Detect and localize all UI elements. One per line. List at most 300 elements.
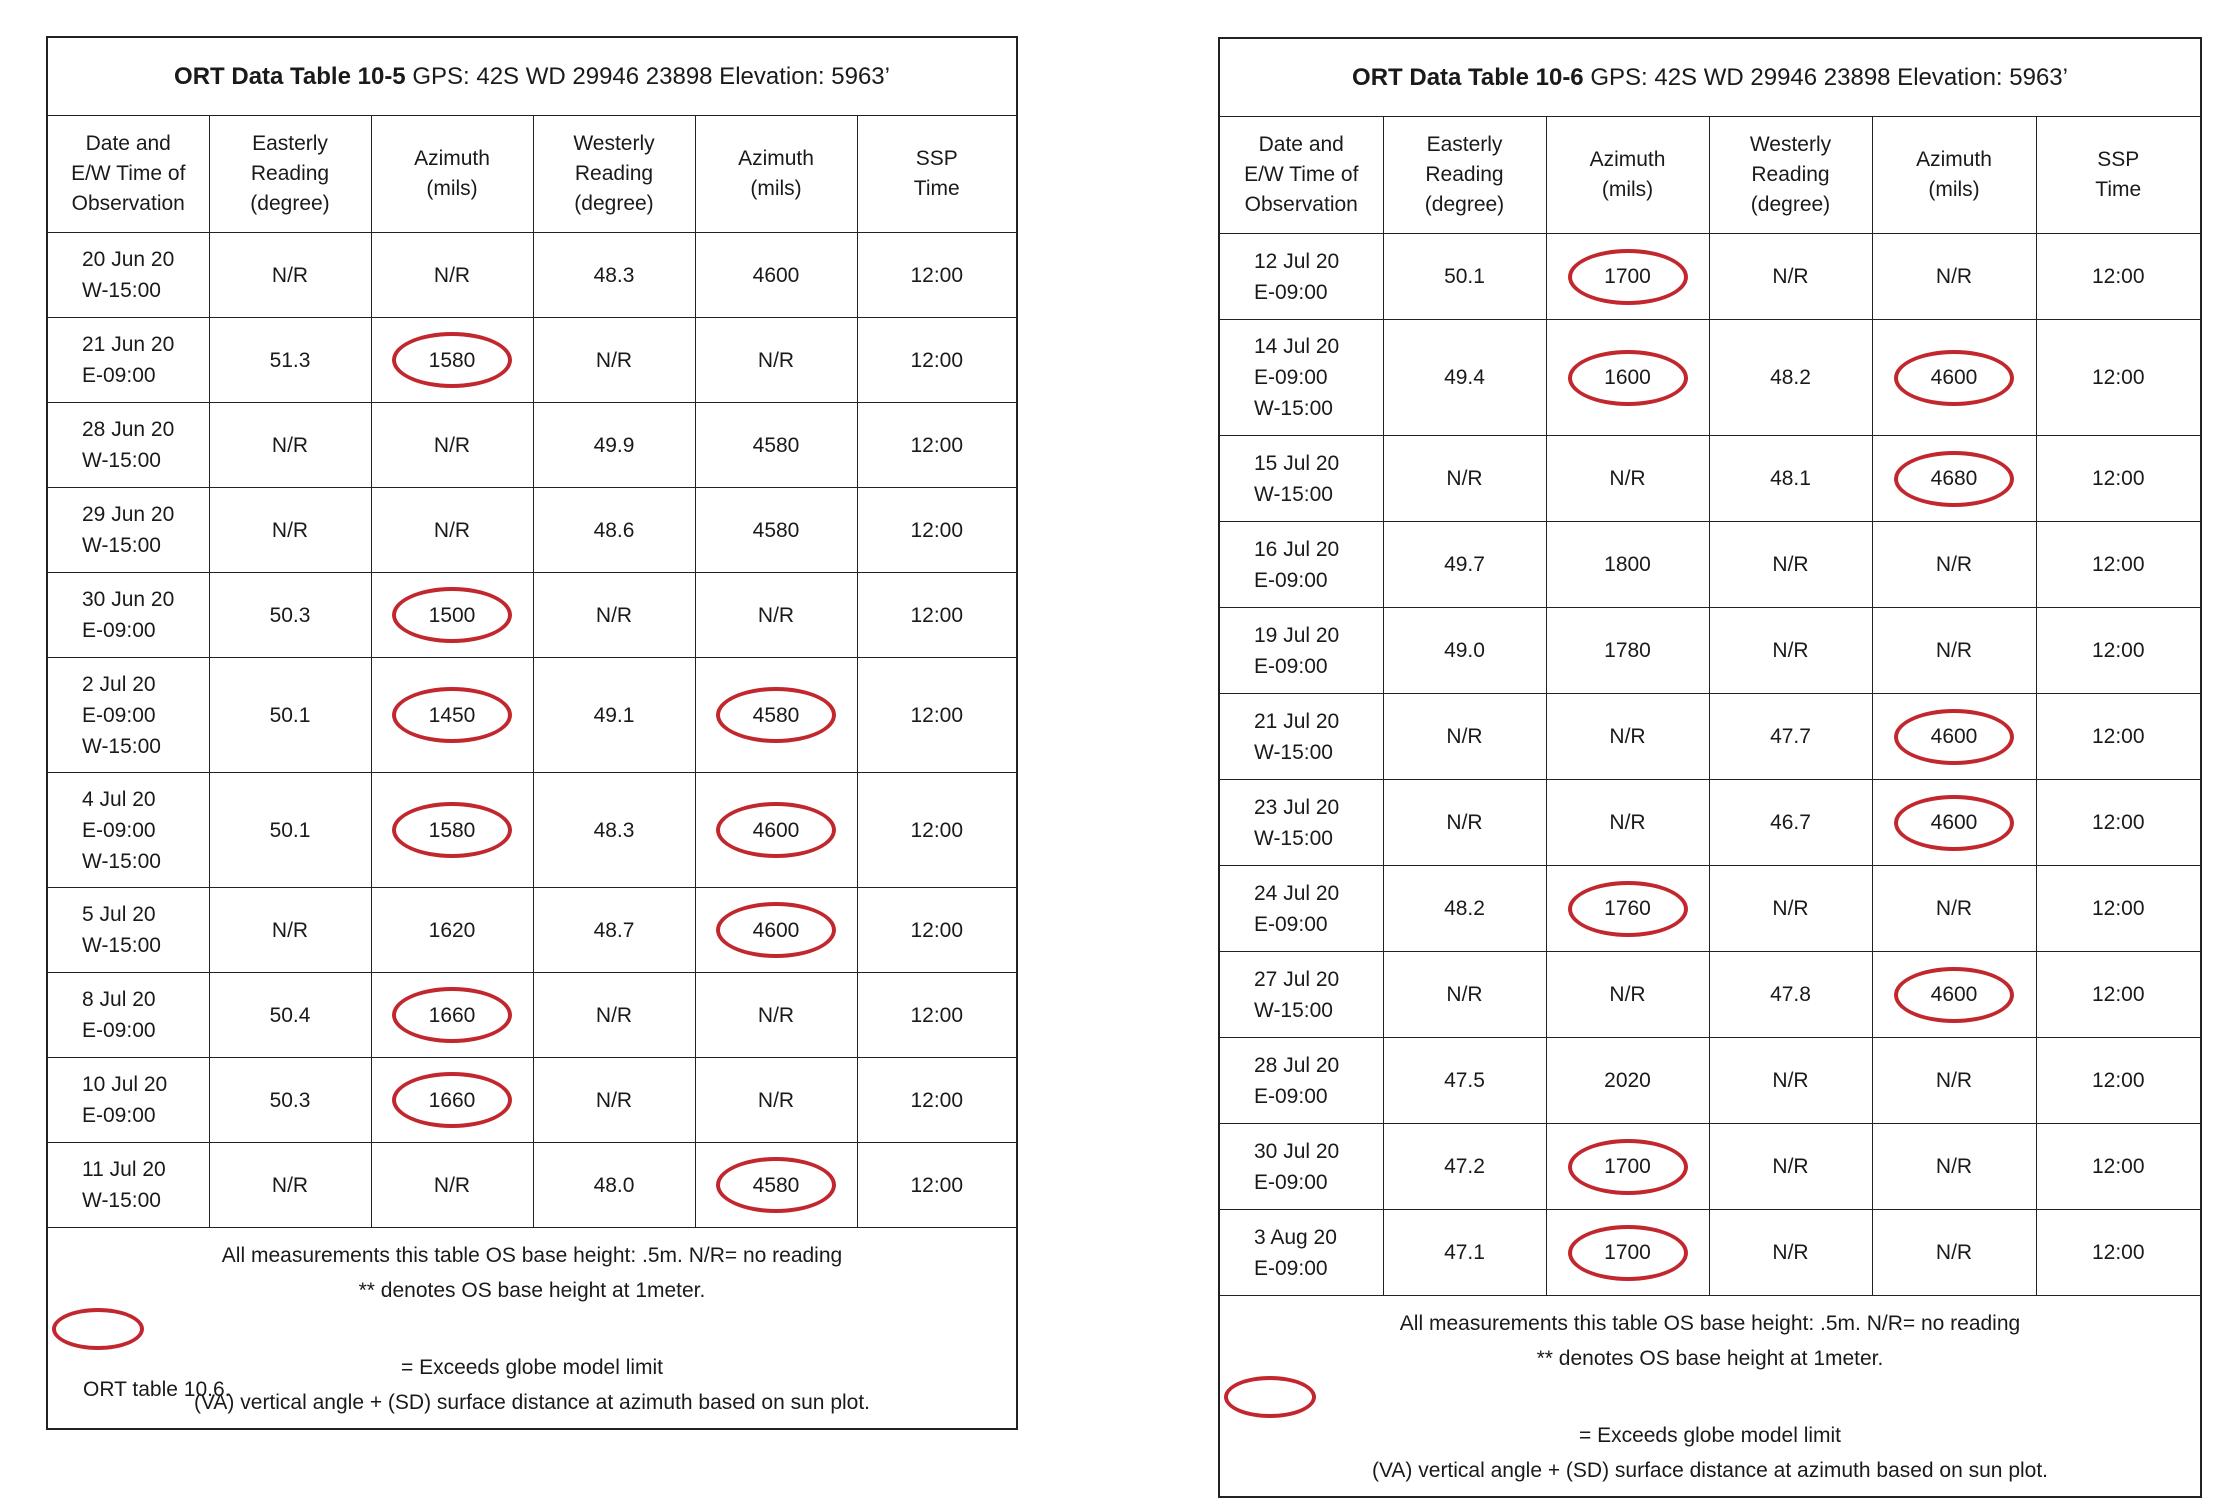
cell-azimuth-west [1872, 1210, 2036, 1296]
cell-easterly-reading [209, 573, 371, 658]
cell-westerly-reading-value: N/R [1772, 639, 1809, 662]
cell-easterly-reading-value: N/R [1446, 983, 1483, 1006]
table-row [1219, 866, 2201, 952]
cell-azimuth-west-value: 4580 [752, 433, 800, 457]
cell-easterly-reading [209, 403, 371, 488]
cell-westerly-reading [533, 888, 695, 973]
cell-westerly-reading [1709, 866, 1872, 952]
cell-westerly-reading-value: N/R [1772, 897, 1809, 920]
cell-azimuth-west [695, 318, 857, 403]
date-line: 15 Jul 20 [1254, 451, 1340, 475]
exceeds-limit-circled-value: 4580 [753, 700, 800, 731]
table-row [47, 1058, 1017, 1143]
cell-westerly-reading-value: N/R [595, 603, 633, 627]
date-line: 3 Aug 20 [1254, 1225, 1337, 1249]
red-oval-legend-icon [52, 1308, 144, 1350]
cell-azimuth-east [371, 573, 533, 658]
date-line: W-15:00 [82, 934, 161, 957]
cell-date-time [1219, 522, 1383, 608]
cell-ssp-time [857, 1143, 1017, 1228]
date-line: E-09:00 [82, 818, 156, 842]
cell-azimuth-west-value: N/R [757, 1088, 795, 1112]
cell-azimuth-west [695, 573, 857, 658]
cell-ssp-time [2036, 1210, 2201, 1296]
cell-ssp-time-value: 12:00 [910, 703, 964, 727]
cell-date-time [1219, 866, 1383, 952]
cell-easterly-reading-value: 47.5 [1444, 1069, 1485, 1092]
table-row [47, 318, 1017, 403]
cell-westerly-reading [533, 318, 695, 403]
cell-azimuth-east-value: N/R [433, 1173, 471, 1197]
date-line: 21 Jun 20 [82, 333, 175, 356]
exceeds-limit-circled-value: 1700 [1604, 1151, 1651, 1182]
cell-date-time [47, 888, 209, 973]
cell-azimuth-west-value: N/R [757, 603, 795, 627]
cell-ssp-time-value: 12:00 [2091, 1241, 2145, 1264]
cell-easterly-reading-value: N/R [271, 263, 309, 287]
cell-westerly-reading-value: 48.2 [1770, 366, 1811, 389]
cell-easterly-reading [209, 658, 371, 773]
cell-westerly-reading [533, 1143, 695, 1228]
cell-ssp-time [2036, 1038, 2201, 1124]
cell-azimuth-west [695, 488, 857, 573]
cell-easterly-reading [1383, 780, 1546, 866]
cell-easterly-reading-value: 50.1 [269, 818, 311, 842]
date-line: E-09:00 [1254, 1170, 1328, 1194]
cell-azimuth-east-value: N/R [433, 433, 471, 457]
footer-line-3: (VA) vertical angle + (SD) surface distance at azimuth based on sun plot. [1371, 1459, 2049, 1482]
cell-easterly-reading [1383, 1124, 1546, 1210]
date-line: 30 Jul 20 [1254, 1139, 1340, 1163]
cell-westerly-reading [533, 233, 695, 318]
cell-westerly-reading [533, 773, 695, 888]
cell-easterly-reading-value: N/R [271, 518, 309, 542]
footer-line-2: ** denotes OS base height at 1meter. = Exceeds globe model limit [1220, 1341, 2200, 1453]
cell-easterly-reading [209, 973, 371, 1058]
date-line: W-15:00 [82, 1189, 161, 1212]
cell-date-time [47, 973, 209, 1058]
cell-easterly-reading-value: 50.4 [269, 1003, 311, 1027]
cell-ssp-time [2036, 780, 2201, 866]
cell-azimuth-east-value: 1620 [428, 918, 476, 942]
cell-ssp-time-value: 12:00 [2091, 1069, 2145, 1092]
cell-westerly-reading [1709, 320, 1872, 436]
exceeds-limit-circled-value: 4580 [753, 1170, 800, 1201]
figure-caption: ORT table 10.6. [83, 1378, 231, 1401]
cell-westerly-reading [1709, 608, 1872, 694]
exceeds-limit-circled-value: 4600 [1931, 362, 1978, 393]
exceeds-limit-circled-value: 4600 [1931, 979, 1978, 1010]
cell-ssp-time-value: 12:00 [910, 603, 964, 627]
cell-easterly-reading-value: 50.1 [269, 703, 311, 727]
cell-azimuth-west [695, 973, 857, 1058]
header-row [47, 116, 1017, 233]
cell-ssp-time-value: 12:00 [2091, 1155, 2145, 1178]
cell-westerly-reading [1709, 1124, 1872, 1210]
ort-data-table-10-6 [1218, 37, 2202, 1498]
cell-ssp-time-value: 12:00 [910, 433, 964, 457]
cell-ssp-time [2036, 608, 2201, 694]
cell-azimuth-west-value: N/R [757, 1003, 795, 1027]
cell-date-time [47, 318, 209, 403]
table-row [1219, 694, 2201, 780]
date-line: W-15:00 [82, 534, 161, 557]
cell-ssp-time-value: 12:00 [910, 1003, 964, 1027]
cell-azimuth-east [1546, 1038, 1709, 1124]
cell-easterly-reading-value: N/R [1446, 725, 1483, 748]
exceeds-limit-circled-value: 4600 [753, 915, 800, 946]
cell-azimuth-east [371, 888, 533, 973]
cell-ssp-time [857, 573, 1017, 658]
date-line: 14 Jul 20 [1254, 335, 1340, 358]
date-line: 16 Jul 20 [1254, 537, 1340, 561]
cell-azimuth-west [1872, 1038, 2036, 1124]
date-line: 30 Jun 20 [82, 588, 175, 611]
cell-easterly-reading-value: N/R [1446, 811, 1483, 834]
date-line: 21 Jul 20 [1254, 709, 1340, 733]
cell-westerly-reading-value: 48.0 [593, 1173, 635, 1197]
cell-azimuth-east [1546, 436, 1709, 522]
cell-westerly-reading [533, 573, 695, 658]
cell-azimuth-west [1872, 608, 2036, 694]
cell-azimuth-west-value: N/R [1935, 265, 1973, 288]
cell-date-time [1219, 436, 1383, 522]
exceeds-limit-circled-value: 1450 [429, 700, 476, 731]
cell-ssp-time [857, 888, 1017, 973]
cell-easterly-reading [209, 773, 371, 888]
table-footer-notes [1219, 1296, 2201, 1498]
cell-azimuth-west [1872, 234, 2036, 320]
cell-ssp-time-value: 12:00 [2091, 983, 2145, 1006]
cell-westerly-reading-value: 48.3 [593, 263, 635, 287]
cell-ssp-time-value: 12:00 [2091, 467, 2145, 490]
table-row [1219, 1124, 2201, 1210]
exceeds-limit-circled-value: 1500 [429, 600, 476, 631]
cell-azimuth-east [1546, 952, 1709, 1038]
cell-azimuth-west-value: N/R [757, 348, 795, 372]
cell-westerly-reading [533, 658, 695, 773]
cell-easterly-reading-value: 48.2 [1444, 897, 1485, 920]
cell-easterly-reading [209, 1058, 371, 1143]
date-line: W-15:00 [1254, 826, 1333, 850]
date-line: E-09:00 [1254, 280, 1328, 304]
header-westerly-reading: Westerly Reading (degree) [533, 116, 695, 233]
cell-ssp-time-value: 12:00 [2091, 897, 2145, 920]
table-row [1219, 436, 2201, 522]
table-row [1219, 780, 2201, 866]
cell-ssp-time [857, 403, 1017, 488]
cell-date-time [47, 658, 209, 773]
table-row [1219, 522, 2201, 608]
cell-easterly-reading-value: 50.1 [1444, 265, 1485, 288]
cell-easterly-reading-value: 47.1 [1444, 1241, 1485, 1264]
cell-easterly-reading-value: 50.3 [269, 1088, 311, 1112]
date-line: E-09:00 [82, 703, 156, 727]
date-line: E-09:00 [1254, 366, 1328, 389]
cell-azimuth-west [1872, 320, 2036, 436]
header-date-time: Date and E/W Time of Observation [1219, 117, 1383, 234]
cell-westerly-reading-value: N/R [1772, 265, 1809, 288]
date-line: 12 Jul 20 [1254, 249, 1340, 273]
cell-azimuth-west [695, 773, 857, 888]
cell-azimuth-west-value: N/R [1935, 1069, 1973, 1092]
date-line: 11 Jul 20 [82, 1158, 166, 1181]
cell-easterly-reading [1383, 234, 1546, 320]
cell-westerly-reading-value: 48.1 [1770, 467, 1811, 490]
cell-azimuth-east [1546, 866, 1709, 952]
cell-ssp-time-value: 12:00 [910, 1088, 964, 1112]
cell-azimuth-west [695, 233, 857, 318]
header-azimuth-west: Azimuth (mils) [695, 116, 857, 233]
header-azimuth-east: Azimuth (mils) [371, 116, 533, 233]
date-line: W-15:00 [1254, 482, 1333, 506]
cell-ssp-time-value: 12:00 [2091, 553, 2145, 576]
date-line: 19 Jul 20 [1254, 623, 1340, 647]
table-row [47, 573, 1017, 658]
cell-azimuth-east [371, 1143, 533, 1228]
cell-azimuth-east [371, 1058, 533, 1143]
cell-date-time [1219, 1038, 1383, 1124]
cell-azimuth-east [371, 318, 533, 403]
date-line: 24 Jul 20 [1254, 881, 1340, 905]
cell-azimuth-west [1872, 436, 2036, 522]
cell-ssp-time [857, 1058, 1017, 1143]
cell-easterly-reading [1383, 320, 1546, 436]
cell-azimuth-east [371, 233, 533, 318]
date-line: 23 Jul 20 [1254, 795, 1340, 819]
cell-azimuth-east-value: N/R [1609, 725, 1646, 748]
date-line: W-15:00 [82, 279, 161, 302]
cell-easterly-reading-value: 49.0 [1444, 639, 1485, 662]
cell-azimuth-west [695, 403, 857, 488]
exceeds-limit-circled-value: 1760 [1604, 893, 1651, 924]
cell-westerly-reading-value: N/R [1772, 553, 1809, 576]
cell-azimuth-east [1546, 694, 1709, 780]
cell-date-time [1219, 608, 1383, 694]
cell-azimuth-east [1546, 780, 1709, 866]
cell-ssp-time [857, 973, 1017, 1058]
cell-azimuth-east [1546, 234, 1709, 320]
table-row [47, 773, 1017, 888]
cell-ssp-time-value: 12:00 [2091, 639, 2145, 662]
date-line: E-09:00 [1254, 654, 1328, 678]
cell-azimuth-east-value: 1800 [1604, 553, 1651, 576]
cell-azimuth-west-value: N/R [1935, 553, 1973, 576]
cell-ssp-time [2036, 952, 2201, 1038]
cell-westerly-reading [1709, 780, 1872, 866]
table-title-gps: GPS: 42S WD 29946 23898 Elevation: 5963’ [405, 63, 890, 90]
header-azimuth-west: Azimuth (mils) [1872, 117, 2036, 234]
cell-easterly-reading [209, 888, 371, 973]
cell-easterly-reading-value: N/R [1446, 467, 1483, 490]
cell-date-time [47, 573, 209, 658]
cell-azimuth-east [371, 658, 533, 773]
cell-ssp-time [2036, 234, 2201, 320]
table-title [1219, 38, 2201, 117]
cell-ssp-time [857, 773, 1017, 888]
cell-easterly-reading-value: 49.7 [1444, 553, 1485, 576]
exceeds-limit-circled-value: 1600 [1604, 362, 1651, 393]
cell-ssp-time-value: 12:00 [910, 348, 964, 372]
date-line: 29 Jun 20 [82, 503, 175, 526]
table-title-bold: ORT Data Table 10-6 [1352, 64, 1584, 91]
table-row [47, 1143, 1017, 1228]
cell-westerly-reading [1709, 234, 1872, 320]
cell-easterly-reading [209, 233, 371, 318]
footer-line-1: All measurements this table OS base height: .5m. N/R= no reading [1399, 1312, 2021, 1335]
date-line: W-15:00 [1254, 397, 1333, 420]
cell-westerly-reading [1709, 694, 1872, 780]
header-ssp-time: SSP Time [857, 116, 1017, 233]
header-ssp-time: SSP Time [2036, 117, 2201, 234]
cell-azimuth-east [1546, 522, 1709, 608]
header-easterly-reading: Easterly Reading (degree) [209, 116, 371, 233]
cell-easterly-reading [1383, 866, 1546, 952]
cell-ssp-time [857, 658, 1017, 773]
header-date-time: Date and E/W Time of Observation [47, 116, 209, 233]
cell-easterly-reading-value: N/R [271, 1173, 309, 1197]
cell-azimuth-west [1872, 1124, 2036, 1210]
cell-ssp-time [2036, 522, 2201, 608]
cell-azimuth-east [1546, 608, 1709, 694]
cell-ssp-time-value: 12:00 [910, 918, 964, 942]
cell-azimuth-east-value: N/R [1609, 811, 1646, 834]
cell-westerly-reading [1709, 1210, 1872, 1296]
date-line: E-09:00 [82, 1104, 156, 1127]
cell-easterly-reading [1383, 1038, 1546, 1124]
exceeds-limit-circled-value: 1700 [1604, 261, 1651, 292]
cell-easterly-reading [1383, 436, 1546, 522]
cell-date-time [47, 233, 209, 318]
cell-easterly-reading [1383, 694, 1546, 780]
cell-ssp-time [857, 318, 1017, 403]
cell-azimuth-east [1546, 1210, 1709, 1296]
exceeds-limit-circled-value: 1580 [429, 815, 476, 846]
cell-azimuth-east [371, 488, 533, 573]
cell-ssp-time [857, 488, 1017, 573]
cell-easterly-reading [209, 318, 371, 403]
date-line: W-15:00 [1254, 998, 1333, 1022]
date-line: E-09:00 [1254, 912, 1328, 936]
cell-azimuth-west-value: N/R [1935, 1241, 1973, 1264]
cell-westerly-reading [1709, 522, 1872, 608]
table-row [47, 888, 1017, 973]
cell-ssp-time-value: 12:00 [910, 1173, 964, 1197]
cell-ssp-time [2036, 866, 2201, 952]
date-line: E-09:00 [82, 619, 156, 642]
cell-easterly-reading-value: 50.3 [269, 603, 311, 627]
cell-date-time [47, 1058, 209, 1143]
date-line: E-09:00 [1254, 1084, 1328, 1108]
cell-azimuth-east-value: N/R [433, 518, 471, 542]
cell-azimuth-west [695, 888, 857, 973]
date-line: W-15:00 [1254, 740, 1333, 764]
cell-ssp-time [2036, 1124, 2201, 1210]
table-row [47, 233, 1017, 318]
header-westerly-reading: Westerly Reading (degree) [1709, 117, 1872, 234]
cell-westerly-reading-value: N/R [595, 1088, 633, 1112]
cell-date-time [1219, 952, 1383, 1038]
cell-azimuth-east-value: 2020 [1604, 1069, 1651, 1092]
cell-westerly-reading-value: 49.9 [593, 433, 635, 457]
exceeds-limit-circled-value: 1700 [1604, 1237, 1651, 1268]
table-row [1219, 1210, 2201, 1296]
table-row [1219, 320, 2201, 436]
date-line: 20 Jun 20 [82, 248, 175, 271]
cell-ssp-time [2036, 436, 2201, 522]
date-line: W-15:00 [82, 449, 161, 472]
cell-easterly-reading-value: N/R [271, 918, 309, 942]
cell-azimuth-west-value: N/R [1935, 1155, 1973, 1178]
cell-westerly-reading-value: 48.7 [593, 918, 635, 942]
header-easterly-reading: Easterly Reading (degree) [1383, 117, 1546, 234]
cell-date-time [1219, 780, 1383, 866]
cell-ssp-time [2036, 694, 2201, 780]
footer-line-1: All measurements this table OS base height: .5m. N/R= no reading [221, 1244, 843, 1267]
cell-date-time [1219, 1210, 1383, 1296]
table-row [1219, 1038, 2201, 1124]
cell-ssp-time [2036, 320, 2201, 436]
table-row [47, 658, 1017, 773]
cell-azimuth-west [695, 1058, 857, 1143]
footer-line-3: (VA) vertical angle + (SD) surface distance at azimuth based on sun plot. [193, 1391, 871, 1414]
table-title [47, 37, 1017, 116]
cell-westerly-reading [533, 403, 695, 488]
date-line: 5 Jul 20 [82, 903, 156, 926]
cell-date-time [47, 773, 209, 888]
cell-westerly-reading [533, 488, 695, 573]
cell-date-time [1219, 1124, 1383, 1210]
cell-westerly-reading [533, 973, 695, 1058]
cell-azimuth-east-value: N/R [433, 263, 471, 287]
cell-azimuth-west [1872, 694, 2036, 780]
cell-easterly-reading-value: N/R [271, 433, 309, 457]
table-row [47, 488, 1017, 573]
cell-ssp-time-value: 12:00 [2091, 725, 2145, 748]
exceeds-limit-circled-value: 4600 [753, 815, 800, 846]
cell-westerly-reading-value: N/R [1772, 1241, 1809, 1264]
cell-easterly-reading [1383, 608, 1546, 694]
date-line: 8 Jul 20 [82, 988, 156, 1011]
exceeds-limit-circled-value: 1580 [429, 345, 476, 376]
cell-azimuth-west-value: N/R [1935, 897, 1973, 920]
cell-azimuth-east-value: 1780 [1604, 639, 1651, 662]
table-row [1219, 608, 2201, 694]
cell-ssp-time [857, 233, 1017, 318]
cell-easterly-reading [1383, 522, 1546, 608]
exceeds-limit-circled-value: 1660 [429, 1000, 476, 1031]
cell-westerly-reading-value: N/R [595, 1003, 633, 1027]
cell-westerly-reading-value: 47.8 [1770, 983, 1811, 1006]
cell-easterly-reading-value: 47.2 [1444, 1155, 1485, 1178]
cell-date-time [47, 488, 209, 573]
date-line: E-09:00 [1254, 1256, 1328, 1280]
cell-date-time [47, 1143, 209, 1228]
cell-easterly-reading [1383, 952, 1546, 1038]
cell-azimuth-east [371, 973, 533, 1058]
cell-westerly-reading-value: N/R [1772, 1069, 1809, 1092]
cell-date-time [47, 403, 209, 488]
footer-line-2: ** denotes OS base height at 1meter. = Exceeds globe model limit [48, 1273, 1016, 1385]
date-line: E-09:00 [82, 1019, 156, 1042]
date-line: W-15:00 [82, 734, 161, 758]
cell-azimuth-west [1872, 522, 2036, 608]
header-row [1219, 117, 2201, 234]
cell-easterly-reading-value: 49.4 [1444, 366, 1485, 389]
cell-azimuth-west-value: 4600 [752, 263, 800, 287]
cell-westerly-reading-value: N/R [1772, 1155, 1809, 1178]
cell-westerly-reading-value: 49.1 [593, 703, 635, 727]
